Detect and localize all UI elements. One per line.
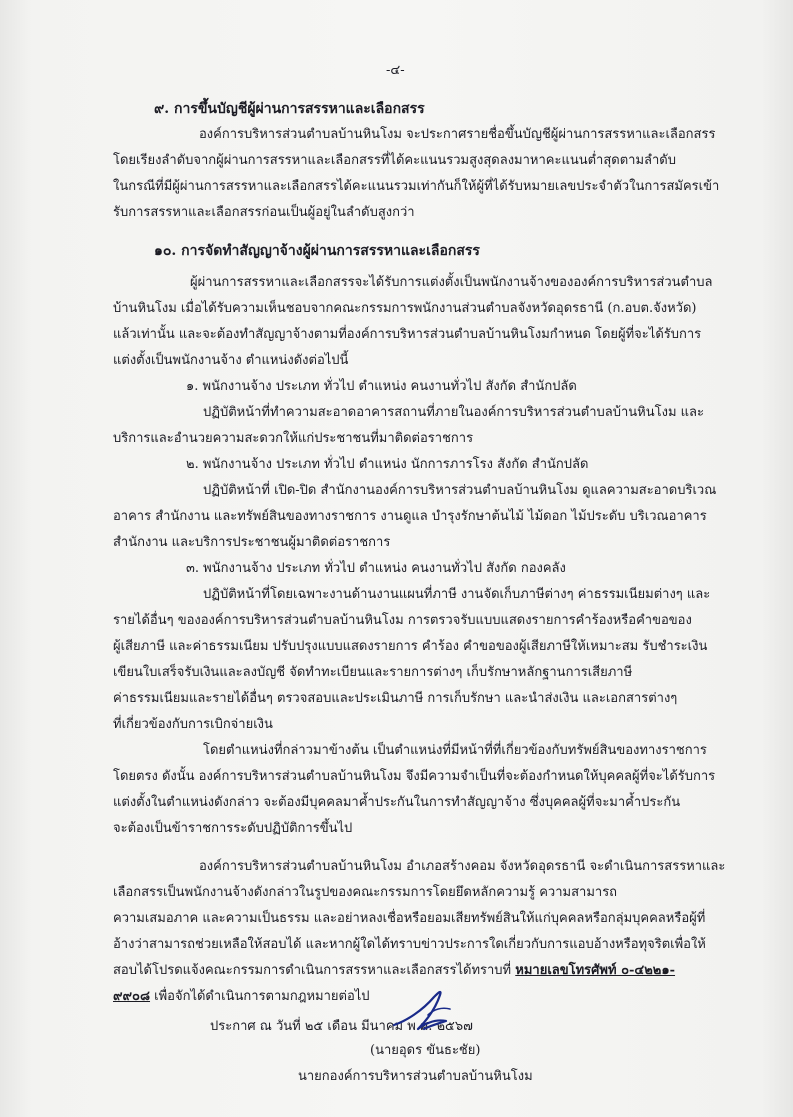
item3-line: ผู้เสียภาษี และค่าธรรมเนียม ปรับปรุงแบบแสดงรายการ คำร้อง คำขอของผู้เสียภาษีให้เหมาะสม รับชำระเงิน	[113, 639, 708, 654]
item3-title: ๓. พนักงานจ้าง ประเภท ทั่วไป ตำแหน่ง คนงานทั่วไป สังกัด กองคลัง	[186, 561, 566, 576]
section9-line: ในกรณีที่มีผู้ผ่านการสรรหาและเลือกสรรได้คะแนนรวมเท่ากันก็ให้ผู้ที่ได้รับหมายเลขประจำตัวในการสมัครเข้า	[113, 179, 720, 194]
closing-line6-suffix: เพื่อจักได้ดำเนินการตามกฎหมายต่อไป	[150, 989, 370, 1004]
item2-title: ๒. พนักงานจ้าง ประเภท ทั่วไป ตำแหน่ง นักการภารโรง สังกัด สำนักปลัด	[186, 457, 589, 472]
item2-line: อาคาร สำนักงาน และทรัพย์สินของทางราชการ งานดูแล บำรุงรักษาต้นไม้ ไม้ดอก ไม้ประดับ บริเวณอาคาร	[113, 509, 707, 524]
guarantee-line: แต่งตั้งในตำแหน่งดังกล่าว จะต้องมีบุคคลมาค้ำประกันในการทำสัญญาจ้าง ซึ่งบุคคลผู้ที่จะมาค้ำประกัน	[113, 795, 681, 810]
section9-heading: ๙. การขึ้นบัญชีผู้ผ่านการสรรหาและเลือกสรร	[154, 101, 425, 117]
section10-intro-line: ผู้ผ่านการสรรหาและเลือกสรรจะได้รับการแต่งตั้งเป็นพนักงานจ้างขององค์การบริหารส่วนตำบล	[190, 275, 713, 290]
item2-line: สำนักงาน และบริการประชาชนผู้มาติดต่อราชการ	[113, 535, 391, 550]
announce-date: ประกาศ ณ วันที่ ๒๕ เดือน มีนาคม พ.ศ. ๒๕๖๗	[210, 1019, 473, 1034]
signer-title: นายกองค์การบริหารส่วนตำบลบ้านหินโงม	[298, 1069, 533, 1084]
guarantee-line: โดยตรง ดังนั้น องค์การบริหารส่วนตำบลบ้านหินโงม จึงมีความจำเป็นที่จะต้องกำหนดให้บุคคลผู้ที่จะได้รับการ	[113, 769, 716, 784]
section10-heading: ๑๐. การจัดทำสัญญาจ้างผู้ผ่านการสรรหาและเลือกสรร	[154, 243, 480, 259]
phone-number-part1: หมายเลขโทรศัพท์ ๐-๔๒๒๑-	[515, 963, 676, 978]
closing-line: องค์การบริหารส่วนตำบลบ้านหินโงม อำเภอสร้างคอม จังหวัดอุดรธานี จะดำเนินการสรรหาและ	[199, 859, 726, 874]
section10-intro-line: แล้วเท่านั้น และจะต้องทำสัญญาจ้างตามที่องค์การบริหารส่วนตำบลบ้านหินโงมกำหนด โดยผู้ที่จะได้รับการ	[113, 327, 702, 342]
page-number: -๔-	[386, 63, 405, 78]
guarantee-line: จะต้องเป็นข้าราชการระดับปฏิบัติการขึ้นไป	[113, 821, 353, 836]
section9-line: องค์การบริหารส่วนตำบลบ้านหินโงม จะประกาศรายชื่อขึ้นบัญชีผู้ผ่านการสรรหาและเลือกสรร	[199, 127, 716, 142]
closing-line: เลือกสรรเป็นพนักงานจ้างดังกล่าวในรูปของคณะกรรมการโดยยึดหลักความรู้ ความสามารถ	[113, 885, 618, 900]
item1-title: ๑. พนักงานจ้าง ประเภท ทั่วไป ตำแหน่ง คนงานทั่วไป สังกัด สำนักปลัด	[186, 379, 577, 394]
item2-line: ปฏิบัติหน้าที่ เปิด-ปิด สำนักงานองค์การบริหารส่วนตำบลบ้านหินโงม ดูแลความสะอาดบริเวณ	[203, 483, 717, 498]
item3-line: เขียนใบเสร็จรับเงินและลงบัญชี จัดทำทะเบียนและรายการต่างๆ เก็บรักษาหลักฐานการเสียภาษี	[113, 665, 633, 680]
signer-name: (นายอุดร ขันธะชัย)	[370, 1043, 481, 1058]
item1-line: ปฏิบัติหน้าที่ทำความสะอาดอาคารสถานที่ภายในองค์การบริหารส่วนตำบลบ้านหินโงม และ	[203, 405, 704, 420]
closing-line	[113, 990, 370, 1003]
signature-mark	[388, 985, 458, 1037]
closing-line5-prefix: สอบได้โปรดแจ้งคณะกรรมการดำเนินการสรรหาและเลือกสรรได้ทราบที่	[113, 963, 516, 978]
closing-line	[113, 964, 675, 977]
section10-intro-line: บ้านหินโงม เมื่อได้รับความเห็นชอบจากคณะกรรมการพนักงานส่วนตำบลจังหวัดอุดรธานี (ก.อบต.จังหวัด)	[113, 301, 697, 316]
closing-line: อ้างว่าสามารถช่วยเหลือให้สอบได้ และหากผู้ใดได้ทราบข่าวประการใดเกี่ยวกับการแอบอ้างหรือทุจริตเพื่อให้	[113, 937, 706, 952]
closing-line: ความเสมอภาค และความเป็นธรรม และอย่าหลงเชื่อหรือยอมเสียทรัพย์สินให้แก่บุคคลหรือกลุ่มบุคคลหรือผู้ที่	[113, 911, 706, 926]
item3-line: ปฏิบัติหน้าที่โดยเฉพาะงานด้านงานแผนที่ภาษี งานจัดเก็บภาษีต่างๆ ค่าธรรมเนียมต่างๆ และ	[203, 587, 711, 602]
item3-line: ที่เกี่ยวข้องกับการเบิกจ่ายเงิน	[113, 717, 273, 732]
section9-line: รับการสรรหาและเลือกสรรก่อนเป็นผู้อยู่ในลำดับสูงกว่า	[113, 205, 415, 220]
item1-line: บริการและอำนวยความสะดวกให้แก่ประชาชนที่มาติดต่อราชการ	[113, 431, 474, 446]
section9-line: โดยเรียงลำดับจากผู้ผ่านการสรรหาและเลือกสรรที่ได้คะแนนรวมสูงสุดลงมาหาคะแนนต่ำสุดตามลำดับ	[113, 153, 677, 168]
phone-number-part2: ๙๙๐๘	[113, 989, 151, 1004]
section10-intro-line: แต่งตั้งเป็นพนักงานจ้าง ตำแหน่งดังต่อไปนี้	[113, 353, 349, 368]
guarantee-line: โดยตำแหน่งที่กล่าวมาข้างต้น เป็นตำแหน่งที่มีหน้าที่ที่เกี่ยวข้องกับทรัพย์สินของทางราชการ	[203, 743, 707, 758]
item3-line: ค่าธรรมเนียมและรายได้อื่นๆ ตรวจสอบและประเมินภาษี การเก็บรักษา และนำส่งเงิน และเอกสารต่างๆ	[113, 691, 678, 706]
item3-line: รายได้อื่นๆ ขององค์การบริหารส่วนตำบลบ้านหินโงม การตรวจรับแบบแสดงรายการคำร้องหรือคำขอของ	[113, 613, 692, 628]
